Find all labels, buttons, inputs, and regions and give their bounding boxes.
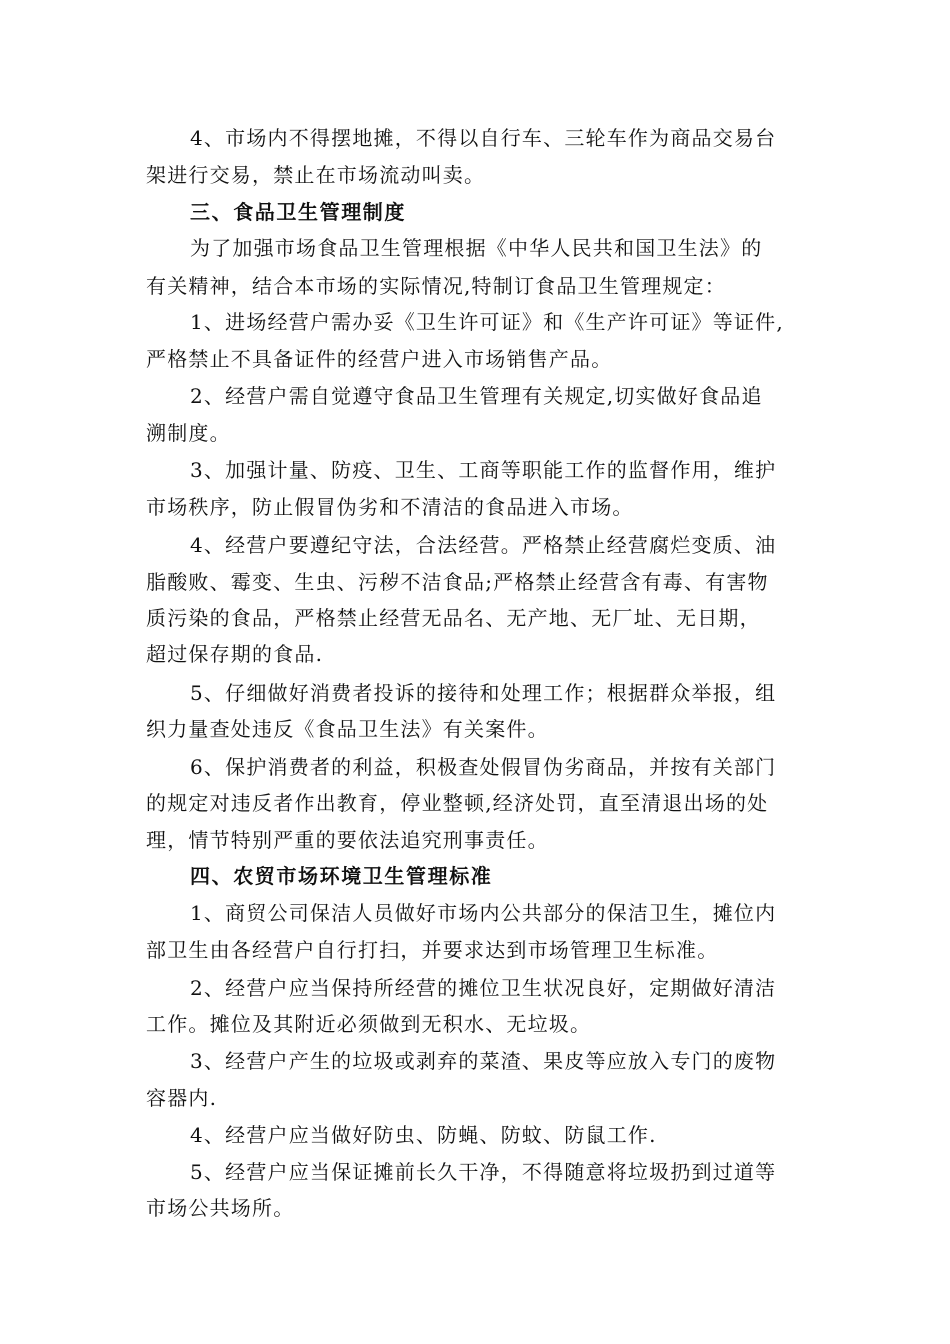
text-line: 为了加强市场食品卫生管理根据《中华人民共和国卫生法》的	[190, 236, 763, 260]
text-line: 1、商贸公司保洁人员做好市场内公共部分的保洁卫生，摊位内	[190, 901, 777, 925]
text-line: 2、经营户需自觉遵守食品卫生管理有关规定,切实做好食品追	[190, 384, 763, 408]
text-line: 2、经营户应当保持所经营的摊位卫生状况良好，定期做好清洁	[190, 976, 777, 1000]
text-line: 4、经营户要遵纪守法，合法经营。严格禁止经营腐烂变质、油	[190, 533, 777, 557]
text-line: 6、保护消费者的利益，积极查处假冒伪劣商品，并按有关部门	[190, 755, 777, 779]
text-line: 4、市场内不得摆地摊，不得以自行车、三轮车作为商品交易台	[190, 126, 777, 150]
text-line: 脂酸败、霉变、生虫、污秽不洁食品;严格禁止经营含有毒、有害物	[146, 570, 769, 594]
text-line: 的规定对违反者作出教育，停业整顿,经济处罚，直至清退出场的处	[146, 791, 769, 815]
text-line: 严格禁止不具备证件的经营户进入市场销售产品。	[146, 347, 613, 371]
text-line: 有关精神，结合本市场的实际情况,特制订食品卫生管理规定：	[146, 274, 726, 298]
text-line: 1、进场经营户需办妥《卫生许可证》和《生产许可证》等证件,	[190, 310, 784, 334]
text-line: 部卫生由各经营户自行打扫，并要求达到市场管理卫生标准。	[146, 938, 719, 962]
text-line: 溯制度。	[146, 421, 231, 445]
text-line: 市场公共场所。	[146, 1196, 295, 1220]
text-line: 3、经营户产生的垃圾或剥弃的菜渣、果皮等应放入专门的废物	[190, 1049, 777, 1073]
text-line: 5、仔细做好消费者投诉的接待和处理工作；根据群众举报，组	[190, 681, 777, 705]
text-line: 4、经营户应当做好防虫、防蝇、防蚊、防鼠工作.	[190, 1123, 657, 1147]
section-title: 三、食品卫生管理制度	[190, 200, 406, 224]
text-line: 架进行交易，禁止在市场流动叫卖。	[146, 163, 486, 187]
text-line: 容器内.	[146, 1086, 218, 1110]
text-line: 工作。摊位及其附近必须做到无积水、无垃圾。	[146, 1012, 592, 1036]
text-line: 市场秩序，防止假冒伪劣和不清洁的食品进入市场。	[146, 495, 634, 519]
text-line: 5、经营户应当保证摊前长久干净，不得随意将垃圾扔到过道等	[190, 1160, 777, 1184]
text-line: 织力量查处违反《食品卫生法》有关案件。	[146, 717, 549, 741]
section-title: 四、农贸市场环境卫生管理标准	[190, 864, 493, 888]
text-line: 3、加强计量、防疫、卫生、工商等职能工作的监督作用，维护	[190, 458, 777, 482]
text-line: 超过保存期的食品.	[146, 642, 324, 666]
text-line: 理，情节特别严重的要依法追究刑事责任。	[146, 828, 549, 852]
text-line: 质污染的食品，严格禁止经营无品名、无产地、无厂址、无日期，	[146, 606, 761, 630]
